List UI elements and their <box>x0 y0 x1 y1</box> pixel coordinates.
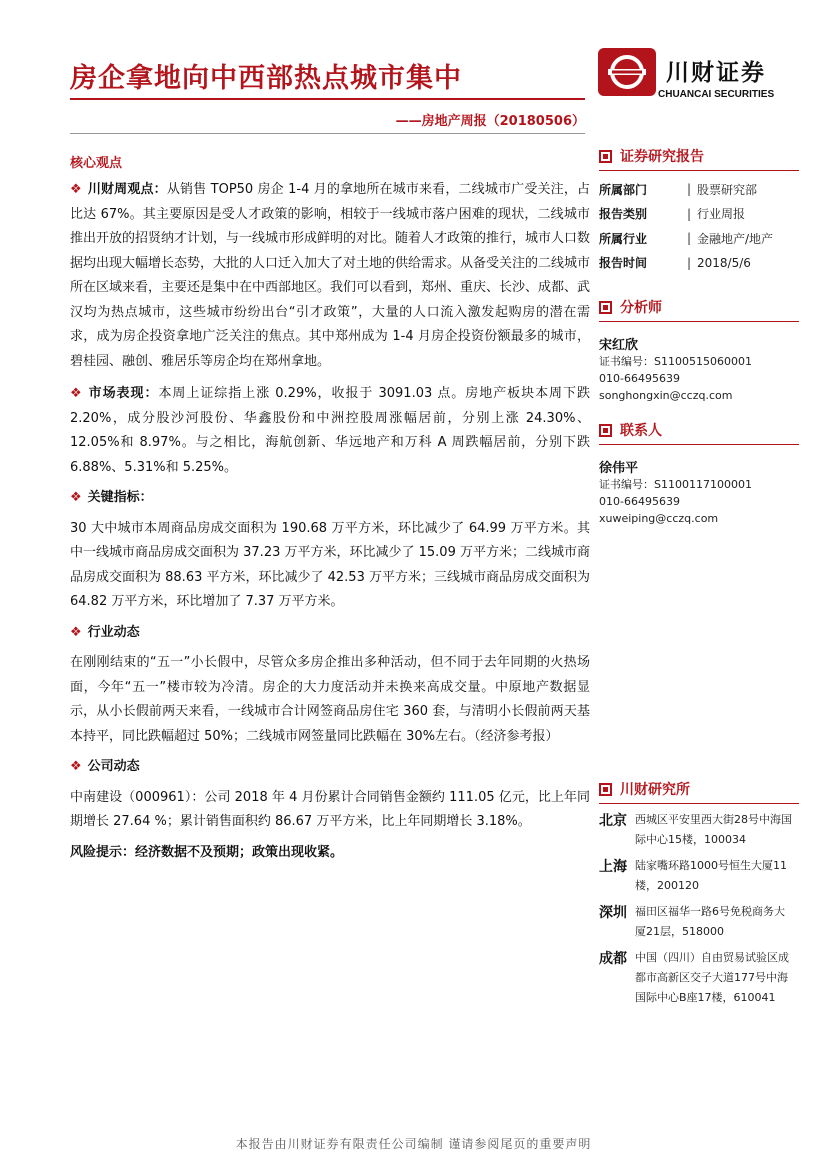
square-bullet-icon <box>599 150 612 163</box>
risk-warning: 风险提示：经济数据不及预期；政策出现收紧。 <box>70 844 344 860</box>
market-paragraph <box>70 382 590 480</box>
company-text: 中南建设（000961）：公司 2018 年 4 月份累计合同销售金额约 111.05 亿元，比上年同期增长 27.64 %；累计销售面积约 86.67 万平方米，比上年同期增长 3.18%。 <box>70 789 590 829</box>
contact-heading: 联系人 <box>599 420 799 445</box>
address-row: 北京 西城区平安里西大街28号中海国际中心15楼，100034 <box>599 813 792 846</box>
address-row: 成都 中国（四川）自由贸易试验区成都市高新区交子大道177号中海国际中心B座17楼，610041 <box>599 951 789 1004</box>
report-title: 房企拿地向中西部热点城市集中 <box>70 63 462 94</box>
view-label: 川财周观点： <box>87 182 167 197</box>
logo-text-cn: 川财证券 <box>666 60 766 86</box>
analyst-cert: 证书编号：S1100515060001 <box>599 355 752 368</box>
contact-name: 徐伟平 <box>599 461 639 476</box>
diamond-bullet-icon: ❖ <box>70 624 82 640</box>
address-row: 深圳 福田区福华一路6号免税商务大厦21层，518000 <box>599 905 785 938</box>
subtitle-divider <box>70 133 585 134</box>
diamond-bullet-icon: ❖ <box>70 182 82 197</box>
meta-row: 所属部门 | 股票研究部 <box>599 182 758 197</box>
industry-text: 在刚刚结束的“五一”小长假中，尽管众多房企推出多种活动，但不同于去年同期的火热场面，今年“五一”楼市较为冷清。房企的大力度活动并未换来高成交量。中原地产数据显示，从小长假前两天来看，一线城市合计网签商品房住宅 360 套，与清明小长假前两天基本持平，同比跌幅超过 50%；二线城市网签量同比跌幅在 30%左右。（经济参考报） <box>70 655 590 744</box>
meta-row: 报告时间 | 2018/5/6 <box>599 255 751 271</box>
square-bullet-icon <box>599 783 612 796</box>
report-meta <box>599 177 799 275</box>
analyst-email[interactable]: songhongxin@cczq.com <box>599 389 733 402</box>
analyst-heading: 分析师 <box>599 297 799 322</box>
square-bullet-icon <box>599 301 612 314</box>
footer-disclaimer: 本报告由川财证券有限责任公司编制 谨请参阅尾页的重要声明 <box>235 1137 592 1151</box>
square-bullet-icon <box>599 424 612 437</box>
report-subtitle: ——房地产周报（20180506） <box>395 114 585 129</box>
market-text: 本周上证综指上涨 0.29%，收报于 3091.03 点。房地产板块本周下跌 2.20%，成分股沙河股份、华鑫股份和中洲控股周涨幅居前，分别上涨 24.30%、12.05%和 8.97%。与之相比，海航创新、华远地产和万科 A 周跌幅居前，分别下跌 6.88%、5.31%和 5.25%。 <box>70 386 590 475</box>
analyst-phone: 010-66495639 <box>599 372 680 385</box>
address-row: 上海 陆家嘴环路1000号恒生大厦11楼，200120 <box>599 859 787 892</box>
industry-heading: ❖ 行业动态 <box>70 624 140 640</box>
analyst-name: 宋红欣 <box>599 338 639 353</box>
diamond-bullet-icon: ❖ <box>70 490 82 505</box>
main-content <box>70 178 590 865</box>
diamond-bullet-icon: ❖ <box>70 759 82 774</box>
contact-cert: 证书编号：S1100117100001 <box>599 478 752 491</box>
view-text: 从销售 TOP50 房企 1-4 月的拿地所在城市来看，二线城市广受关注，占比达 67%。其主要原因是受人才政策的影响，相较于一线城市落户困难的现状，二线城市推出开放的招贤纳才计划，与一线城市形成鲜明的对比。随着人才政策的推行，城市人口数据均出现大幅增长态势，大批的人口迁入加大了对土地的供给需求。从备受关注的二线城市所在区域来看，主要还是集中在中西部地区。我们可以看到，郑州、重庆、长沙、成都、武汉均为热点城市，这些城市纷纷出台“引才政策”，大量的人口流入激发起购房的潜在需求，成为房企投资拿地广泛关注的焦点。其中郑州成为 1-4 月房企投资份额最多的城市，碧桂园、融创、雅居乐等房企均在郑州拿地。 <box>70 182 591 369</box>
core-view-heading: 核心观点 <box>70 156 123 171</box>
diamond-bullet-icon: ❖ <box>70 386 83 401</box>
key-indicators-text: 30 大中城市本周商品房成交面积为 190.68 万平方米，环比减少了 64.99 万平方米。其中一线城市商品房成交面积为 37.23 万平方米，环比减少了 15.09 万平方米；二线城市商品房成交面积为 88.63 平方米，环比减少了 42.53 万平方米；三线城市商品房成交面积为 64.82 万平方米，环比增加了 7.37 万平方米。 <box>70 520 590 609</box>
view-paragraph <box>70 178 590 374</box>
institute-heading: 川财研究所 <box>599 779 799 804</box>
chuancai-logo-icon <box>598 48 656 96</box>
sidebar <box>599 146 799 1008</box>
market-label: 市场表现： <box>88 386 159 401</box>
title-divider <box>70 98 585 100</box>
contact-phone: 010-66495639 <box>599 495 680 508</box>
company-heading: ❖ 公司动态 <box>70 759 140 774</box>
meta-row: 所属行业 | 金融地产/地产 <box>599 231 774 246</box>
key-indicators-heading: ❖ 关键指标： <box>70 490 153 505</box>
report-info-heading: 证券研究报告 <box>599 146 799 171</box>
meta-row: 报告类别 | 行业周报 <box>599 206 746 222</box>
contact-email[interactable]: xuweiping@cczq.com <box>599 512 719 525</box>
logo-text-en: CHUANCAI SECURITIES <box>658 89 775 100</box>
